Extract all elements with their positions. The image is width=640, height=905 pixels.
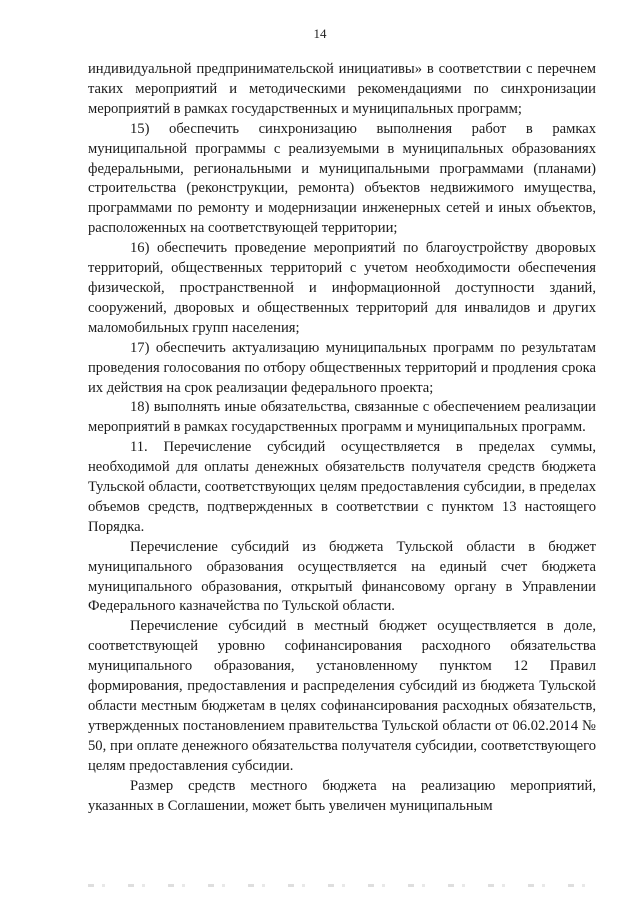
paragraph-transfer-share: Перечисление субсидий в местный бюджет осуществляется в доле, соответствующей уровню софинансирования расходного обязательства муниципального образования, установленному пунктом 12 Правил формирования, предоставления и распределения субсидий из бюджета Тульской области местным бюджетам в целях софинансирования расходных обязательств, утвержденных постановлением правительства Тульской области от 06.02.2014 № 50, при оплате денежного обязательства получателя субсидии, соответствующего целям предоставления субсидии. — [88, 618, 596, 774]
page-number: 14 — [313, 26, 327, 41]
paragraph-item-17: 17) обеспечить актуализацию муниципальных программ по результатам проведения голосования по отбору общественных территорий и продления срока их действия на срок реализации федерального проекта; — [88, 339, 596, 396]
paragraph-clause-11: 11. Перечисление субсидий осуществляется в пределах суммы, необходимой для оплаты денежных обязательств получателя средств бюджета Тульской области, соответствующих целям предоставления субсидии, в пределах объемов средств, подтвержденных в соответствии с пунктом 13 настоящего Порядка. — [88, 439, 596, 535]
paragraph-local-budget: Размер средств местного бюджета на реализацию мероприятий, указанных в Соглашении, может быть увеличен муниципальным — [88, 777, 596, 814]
document-body — [88, 60, 596, 816]
paragraph-item-16: 16) обеспечить проведение мероприятий по благоустройству дворовых территорий, общественных территорий с учетом необходимости обеспечения физической, пространственной и информационной доступности зданий, сооружений, дворовых и общественных территорий для инвалидов и других маломобильных групп населения; — [88, 240, 596, 336]
paragraph-item-15: 15) обеспечить синхронизацию выполнения работ в рамках муниципальной программы с реализуемыми в муниципальных образованиях федеральными, региональными и муниципальными программами (планами) строительства (реконструкции, ремонта) объектов недвижимого имущества, программами по ремонту и модернизации инженерных сетей и иных объектов, расположенных на соответствующей территории; — [88, 120, 596, 237]
paragraph-item-18: 18) выполнять иные обязательства, связанные с обеспечением реализации мероприятий в рамках государственных программ и муниципальных программ. — [88, 399, 596, 436]
scan-artifact-line — [88, 884, 596, 887]
paragraph-transfer-single-account: Перечисление субсидий из бюджета Тульской области в бюджет муниципального образования осуществляется на единый счет бюджета муниципального образования, открытый финансовому органу в Управлении Федерального казначейства по Тульской области. — [88, 538, 596, 615]
paragraph-continuation: индивидуальной предпринимательской инициативы» в соответствии с перечнем таких мероприятий и методическими рекомендациями по синхронизации мероприятий в рамках государственных и муниципальных программ; — [88, 61, 596, 117]
